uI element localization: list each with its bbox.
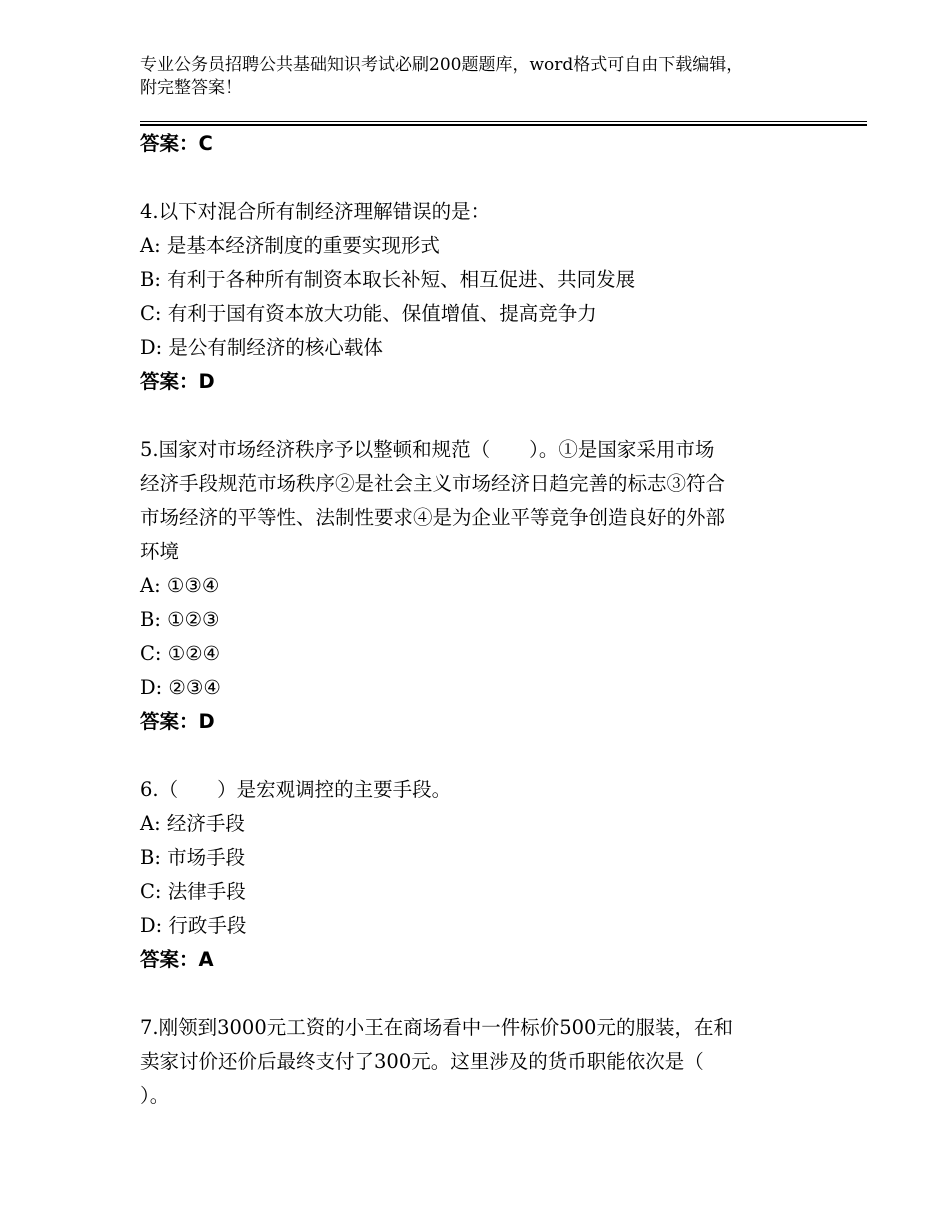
document-body	[140, 127, 810, 1113]
question-5-option-c: C: ①②④	[140, 642, 221, 665]
question-7-stem-line-1: 7.刚领到3000元工资的小王在商场看中一件标价500元的服装，在和	[140, 1016, 733, 1039]
question-6-stem: 6.（ ）是宏观调控的主要手段。	[140, 778, 452, 801]
answer-q5: 答案：D	[140, 710, 215, 733]
header-line-2: 附完整答案！	[140, 78, 242, 98]
header-rule-thin	[140, 121, 867, 122]
question-4-option-d: D: 是公有制经济的核心载体	[140, 336, 383, 359]
question-7-stem-line-2: 卖家讨价还价后最终支付了300元。这里涉及的货币职能依次是（	[140, 1050, 704, 1073]
spacer	[140, 399, 810, 433]
header-rule-thick	[140, 124, 867, 126]
question-5-option-b: B: ①②③	[140, 608, 220, 631]
question-5-option-d: D: ②③④	[140, 676, 221, 699]
header-line-1: 专业公务员招聘公共基础知识考试必刷200题题库，word格式可自由下载编辑，	[140, 55, 744, 75]
question-4-option-a: A: 是基本经济制度的重要实现形式	[140, 234, 440, 257]
answer-q6: 答案：A	[140, 948, 214, 971]
spacer	[140, 161, 810, 195]
question-6-option-c: C: 法律手段	[140, 880, 246, 903]
question-6-option-d: D: 行政手段	[140, 914, 247, 937]
question-6-option-b: B: 市场手段	[140, 846, 246, 869]
answer-q3: 答案：C	[140, 132, 213, 155]
question-5-stem-line-3: 市场经济的平等性、法制性要求④是为企业平等竞争创造良好的外部	[140, 506, 726, 529]
question-5-stem-line-4: 环境	[140, 540, 180, 563]
spacer	[140, 977, 810, 1011]
question-4-option-c: C: 有利于国有资本放大功能、保值增值、提高竞争力	[140, 302, 597, 325]
question-7-stem-line-3: ）。	[140, 1084, 170, 1107]
question-4-stem: 4.以下对混合所有制经济理解错误的是：	[140, 200, 491, 223]
answer-q4: 答案：D	[140, 370, 215, 393]
question-5-option-a: A: ①③④	[140, 574, 220, 597]
question-5-stem-line-1: 5.国家对市场经济秩序予以整顿和规范（ ）。①是国家采用市场	[140, 438, 715, 461]
question-4-option-b: B: 有利于各种所有制资本取长补短、相互促进、共同发展	[140, 268, 636, 291]
question-6-option-a: A: 经济手段	[140, 812, 245, 835]
document-header	[140, 54, 830, 100]
spacer	[140, 739, 810, 773]
question-5-stem-line-2: 经济手段规范市场秩序②是社会主义市场经济日趋完善的标志③符合	[140, 472, 726, 495]
